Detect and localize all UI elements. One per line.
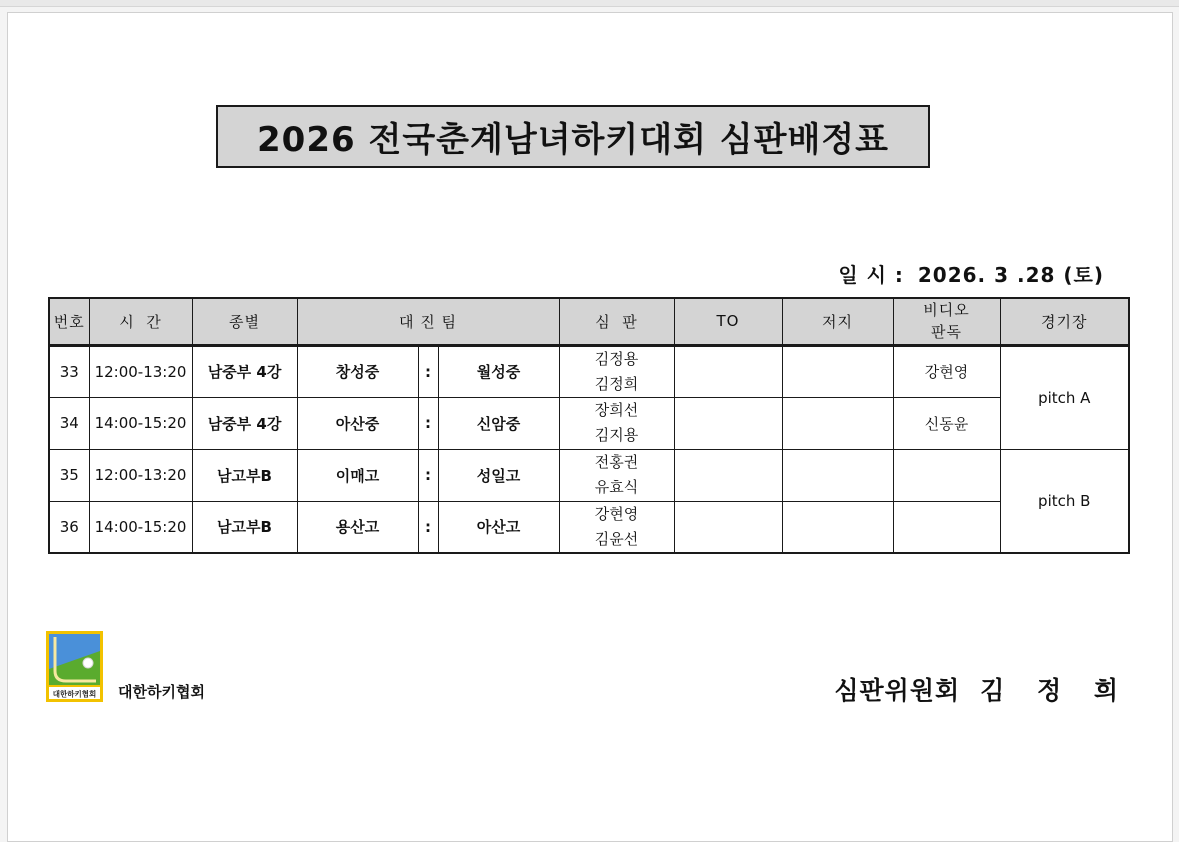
- header-judge: 저지: [782, 298, 893, 345]
- cell-video: 신동윤: [893, 397, 1000, 449]
- table-row: [49, 397, 1129, 449]
- cell-separator: :: [418, 449, 438, 501]
- document-title: 2026 전국춘계남녀하키대회 심판배정표: [216, 105, 930, 168]
- committee-name: 심판위원회: [834, 676, 961, 705]
- date-value: 2026. 3 .28 (토): [917, 263, 1104, 287]
- signer-name: 김 정 희: [980, 676, 1130, 705]
- referee-1: 장희선: [594, 401, 639, 419]
- signature-line: [834, 671, 1130, 707]
- table-header-row: [49, 298, 1129, 345]
- header-matchup: 대 진 팀: [297, 298, 559, 345]
- cell-referees: [559, 449, 674, 501]
- referee-1: 강현영: [594, 504, 639, 523]
- cell-venue: pitch A: [1000, 345, 1129, 449]
- referee-1: 김정용: [594, 349, 639, 368]
- cell-team-b: 아산고: [438, 501, 559, 553]
- organization-name: 대한하키협회: [118, 683, 205, 701]
- table-row: [49, 345, 1129, 397]
- cell-category: 남고부B: [192, 501, 297, 553]
- header-to: TO: [674, 298, 782, 345]
- cell-referees: [559, 345, 674, 397]
- date-line: [832, 259, 1104, 288]
- cell-video: [893, 501, 1000, 553]
- cell-team-b: 성일고: [438, 449, 559, 501]
- cell-category: 남고부B: [192, 449, 297, 501]
- cell-no: 35: [49, 449, 89, 501]
- table-row: [49, 449, 1129, 501]
- header-time: 시 간: [89, 298, 192, 345]
- cell-to: [674, 397, 782, 449]
- cell-judge: [782, 345, 893, 397]
- header-referees: 심 판: [559, 298, 674, 345]
- cell-team-b: 신암중: [438, 397, 559, 449]
- korea-hockey-association-logo: [46, 631, 103, 702]
- header-venue: 경기장: [1000, 298, 1129, 345]
- cell-time: 14:00-15:20: [89, 397, 192, 449]
- cell-referees: [559, 501, 674, 553]
- cell-team-a: 아산중: [297, 397, 418, 449]
- referee-2: 김정희: [594, 374, 639, 393]
- cell-no: 34: [49, 397, 89, 449]
- cell-referees: [559, 397, 674, 449]
- header-category: 종별: [192, 298, 297, 345]
- document-page: [7, 12, 1173, 842]
- cell-judge: [782, 501, 893, 553]
- cell-time: 12:00-13:20: [89, 449, 192, 501]
- cell-judge: [782, 449, 893, 501]
- cell-team-a: 용산고: [297, 501, 418, 553]
- referee-1: 전홍권: [594, 453, 639, 471]
- cell-no: 36: [49, 501, 89, 553]
- cell-separator: :: [418, 501, 438, 553]
- table-row: [49, 501, 1129, 553]
- cell-team-b: 월성중: [438, 345, 559, 397]
- cell-time: 14:00-15:20: [89, 501, 192, 553]
- referee-2: 김윤선: [594, 529, 639, 548]
- cell-video: [893, 449, 1000, 501]
- referee-schedule-table: [48, 297, 1130, 554]
- cell-judge: [782, 397, 893, 449]
- header-video-line1: 비디오: [923, 301, 970, 320]
- cell-no: 33: [49, 345, 89, 397]
- cell-venue: pitch B: [1000, 449, 1129, 553]
- referee-2: 김지용: [594, 426, 639, 444]
- cell-time: 12:00-13:20: [89, 345, 192, 397]
- cell-to: [674, 449, 782, 501]
- cell-category: 남중부 4강: [192, 345, 297, 397]
- logo-caption: 대한하키협회: [52, 689, 97, 699]
- referee-2: 유효식: [594, 478, 639, 496]
- cell-separator: :: [418, 345, 438, 397]
- cell-video: 강현영: [893, 345, 1000, 397]
- window-top-strip: [0, 0, 1179, 7]
- date-label: 일 시 :: [838, 263, 904, 287]
- cell-to: [674, 345, 782, 397]
- header-no: 번호: [49, 298, 89, 345]
- cell-separator: :: [418, 397, 438, 449]
- header-video-line2: 판독: [931, 323, 962, 342]
- cell-category: 남중부 4강: [192, 397, 297, 449]
- header-video: [893, 298, 1000, 345]
- cell-team-a: 이매고: [297, 449, 418, 501]
- cell-team-a: 창성중: [297, 345, 418, 397]
- cell-to: [674, 501, 782, 553]
